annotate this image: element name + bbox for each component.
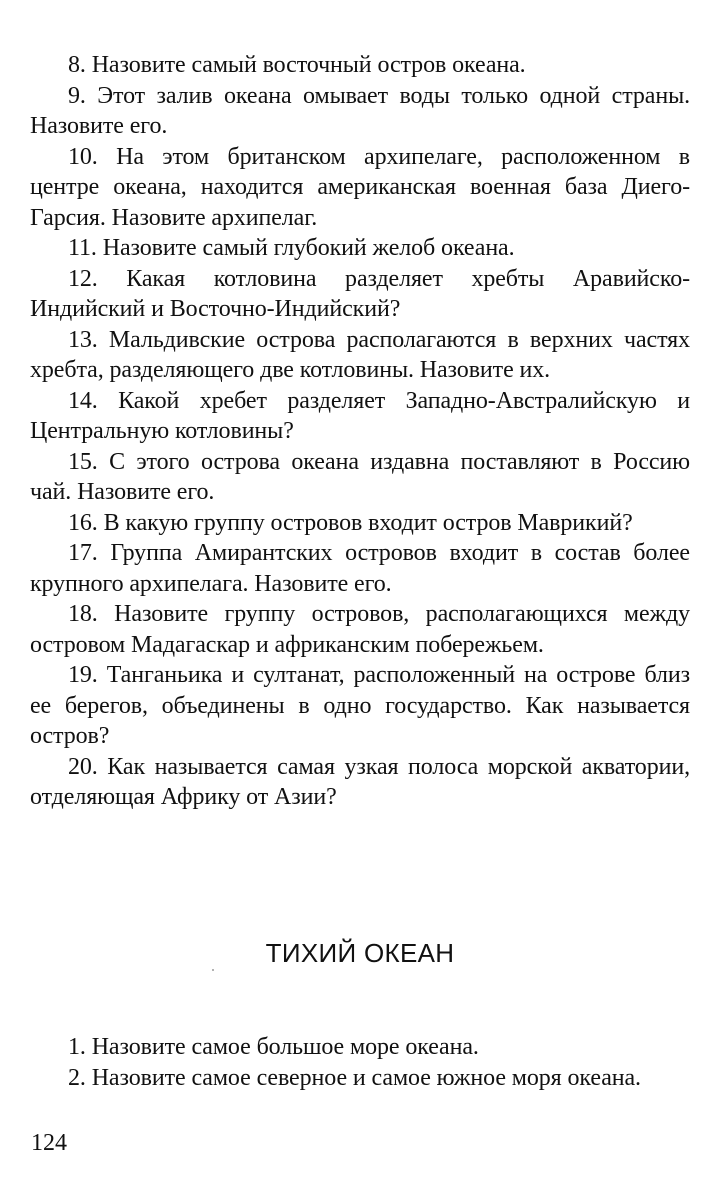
question-17: 17. Группа Амирантских островов входит в состав более крупного архипелага. Назовите его. [30, 540, 690, 597]
question-20: 20. Как называется самая узкая полоса морской акватории, отделяющая Африку от Азии? [30, 753, 690, 810]
question-13: 13. Мальдивские острова располагаются в верхних частях хребта, разделяющего две котловины. Назовите их. [30, 326, 690, 383]
pacific-question-1: 1. Назовите самое большое море океана. [68, 1034, 479, 1060]
question-18: 18. Назовите группу островов, располагающихся между островом Мадагаскар и африканским побережьем. [30, 601, 690, 658]
question-10: 10. На этом британском архипелаге, расположенном в центре океана, находится американская военная база Диего-Гарсия. Назовите архипелаг. [30, 143, 690, 231]
question-9: 9. Этот залив океана омывает воды только одной страны. Назовите его. [30, 82, 690, 139]
question-14: 14. Какой хребет разделяет Западно-Австралийскую и Центральную котловины? [30, 387, 690, 444]
question-11: 11. Назовите самый глубокий желоб океана. [68, 235, 515, 261]
question-19: 19. Танганьика и султанат, расположенный на острове близ ее берегов, объединены в одно государство. Как называется остров? [30, 662, 690, 749]
questions-pacific-ocean [30, 1032, 690, 1093]
question-16: 16. В какую группу островов входит остров Маврикий? [68, 509, 633, 536]
section-title: ТИХИЙ ОКЕАН [265, 938, 455, 968]
page-number: 124 [31, 1130, 67, 1156]
print-speck [212, 969, 214, 971]
questions-indian-ocean [30, 50, 690, 813]
question-12: 12. Какая котловина разделяет хребты Аравийско-Индийский и Восточно-Индийский? [30, 265, 690, 322]
question-15: 15. С этого острова океана издавна поставляют в Россию чай. Назовите его. [30, 448, 690, 505]
pacific-question-2: 2. Назовите самое северное и самое южное моря океана. [68, 1064, 641, 1091]
question-8: 8. Назовите самый восточный остров океана. [68, 52, 526, 78]
